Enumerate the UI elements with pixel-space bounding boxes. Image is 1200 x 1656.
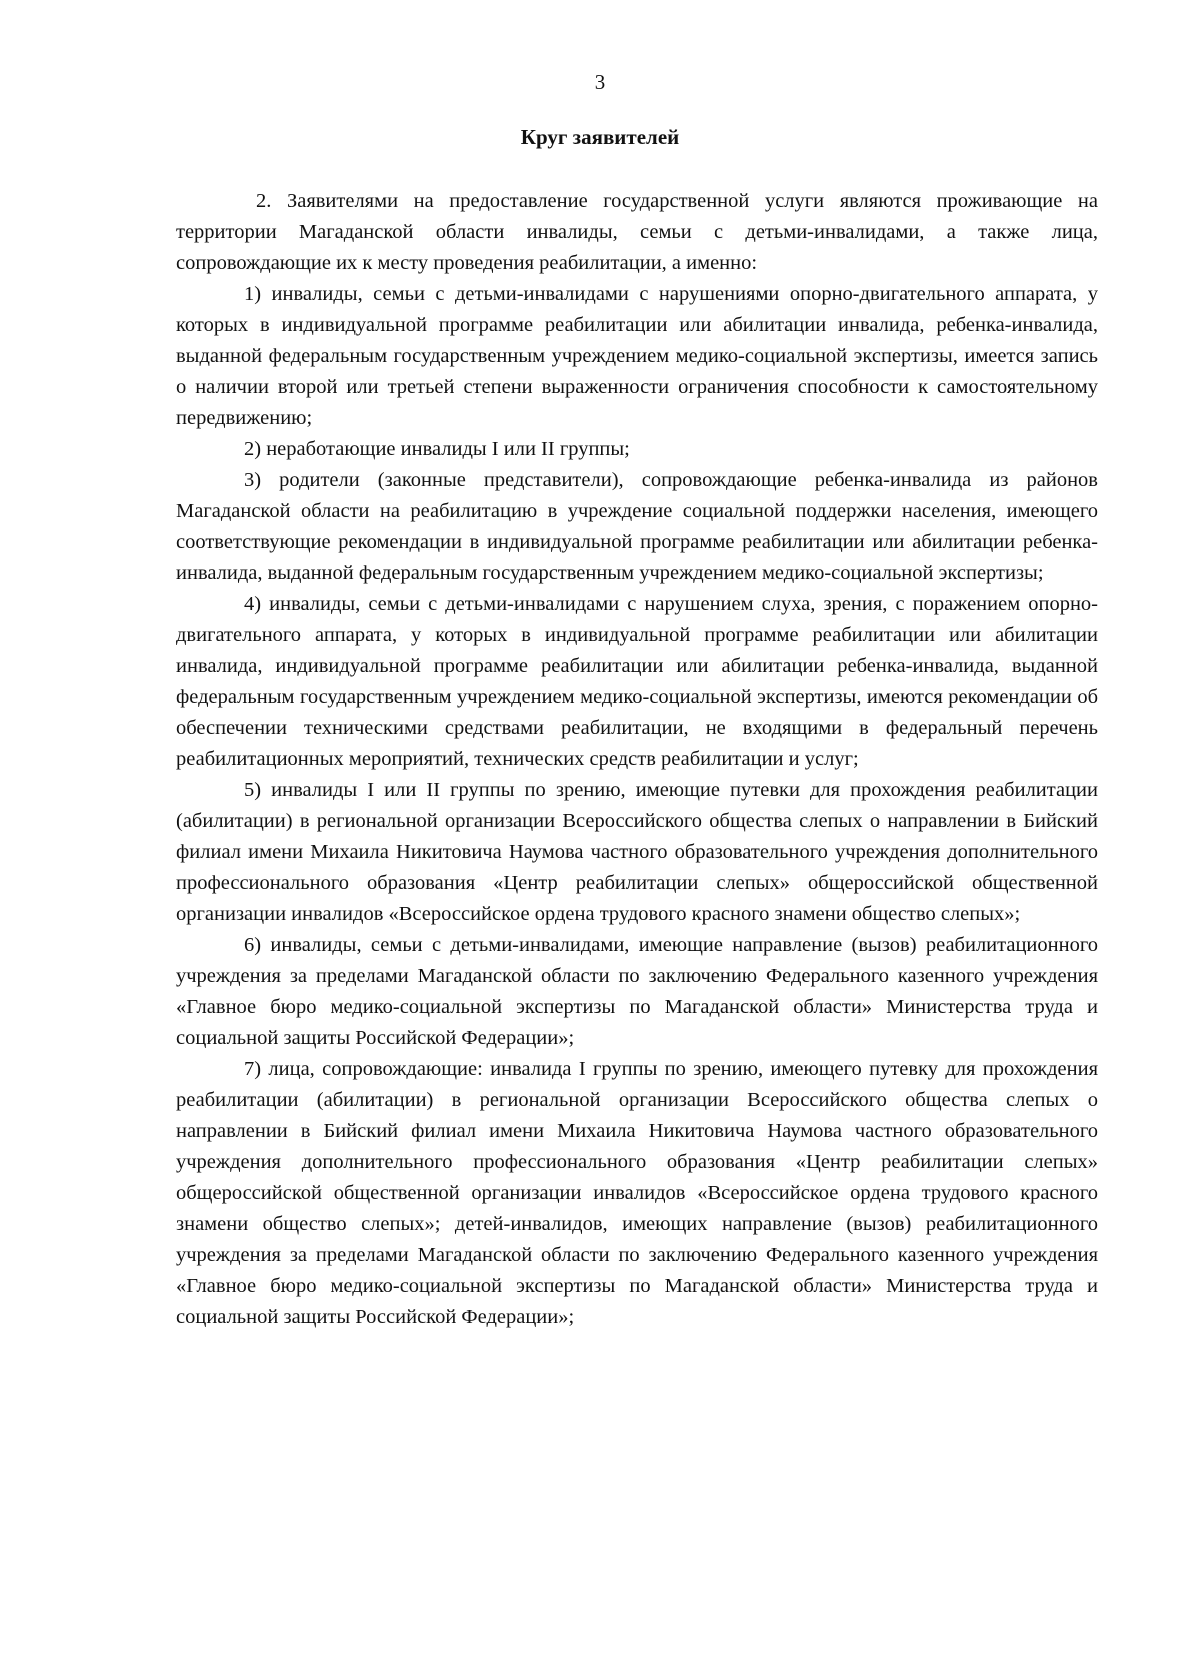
list-item-1: 1) инвалиды, семьи с детьми-инвалидами с нарушениями опорно-двигательного аппарата, у которых в индивидуальной программе реабилитации или абилитации инвалида, ребенка-инвалида, выданной федеральным государственным учреждением медико-социальной экспертизы, имеется запись о наличии второй или третьей степени выраженности ограничения способности к самостоятельному передвижению; [176, 283, 1098, 429]
list-item-4: 4) инвалиды, семьи с детьми-инвалидами с нарушением слуха, зрения, с поражением опорно-двигательного аппарата, у которых в индивидуальной программе реабилитации или абилитации инвалида, индивидуальной программе реабилитации или абилитации ребенка-инвалида, выданной федеральным государственным учреждением медико-социальной экспертизы, имеются рекомендации об обеспечении техническими средствами реабилитации, не входящими в федеральный перечень реабилитационных мероприятий, технических средств реабилитации и услуг; [176, 593, 1098, 770]
list-item-7: 7) лица, сопровождающие: инвалида I группы по зрению, имеющего путевку для прохождения реабилитации (абилитации) в региональной организации Всероссийского общества слепых о направлении в Бийский филиал имени Михаила Никитовича Наумова частного образовательного учреждения дополнительного профессионального образования «Центр реабилитации слепых» общероссийской общественной организации инвалидов «Всероссийское ордена трудового красного знамени общество слепых»; детей-инвалидов, имеющих направление (вызов) реабилитационного учреждения за пределами Магаданской области по заключению Федерального казенного учреждения «Главное бюро медико-социальной экспертизы по Магаданской области» Министерства труда и социальной защиты Российской Федерации»; [176, 1058, 1098, 1328]
list-item-3: 3) родители (законные представители), сопровождающие ребенка-инвалида из районов Магаданской области на реабилитацию в учреждение социальной поддержки населения, имеющего соответствующие рекомендации в индивидуальной программе реабилитации или абилитации ребенка-инвалида, выданной федеральным государственным учреждением медико-социальной экспертизы; [176, 469, 1098, 584]
list-item-6: 6) инвалиды, семьи с детьми-инвалидами, имеющие направление (вызов) реабилитационного учреждения за пределами Магаданской области по заключению Федерального казенного учреждения «Главное бюро медико-социальной экспертизы по Магаданской области» Министерства труда и социальной защиты Российской Федерации»; [176, 934, 1098, 1049]
list-item-2: 2) неработающие инвалиды I или II группы; [244, 438, 630, 460]
document-body [176, 186, 1098, 1333]
page-number: 3 [594, 70, 606, 94]
list-item-5: 5) инвалиды I или II группы по зрению, имеющие путевки для прохождения реабилитации (абилитации) в региональной организации Всероссийского общества слепых о направлении в Бийский филиал имени Михаила Никитовича Наумова частного образовательного учреждения дополнительного профессионального образования «Центр реабилитации слепых» общероссийской общественной организации инвалидов «Всероссийское ордена трудового красного знамени общество слепых»; [176, 779, 1098, 925]
paragraph-applicants-intro: 2. Заявителями на предоставление государственной услуги являются проживающие на территории Магаданской области инвалиды, семьи с детьми-инвалидами, а также лица, сопровождающие их к месту проведения реабилитации, а именно: [176, 190, 1098, 274]
section-title: Круг заявителей [520, 125, 680, 149]
